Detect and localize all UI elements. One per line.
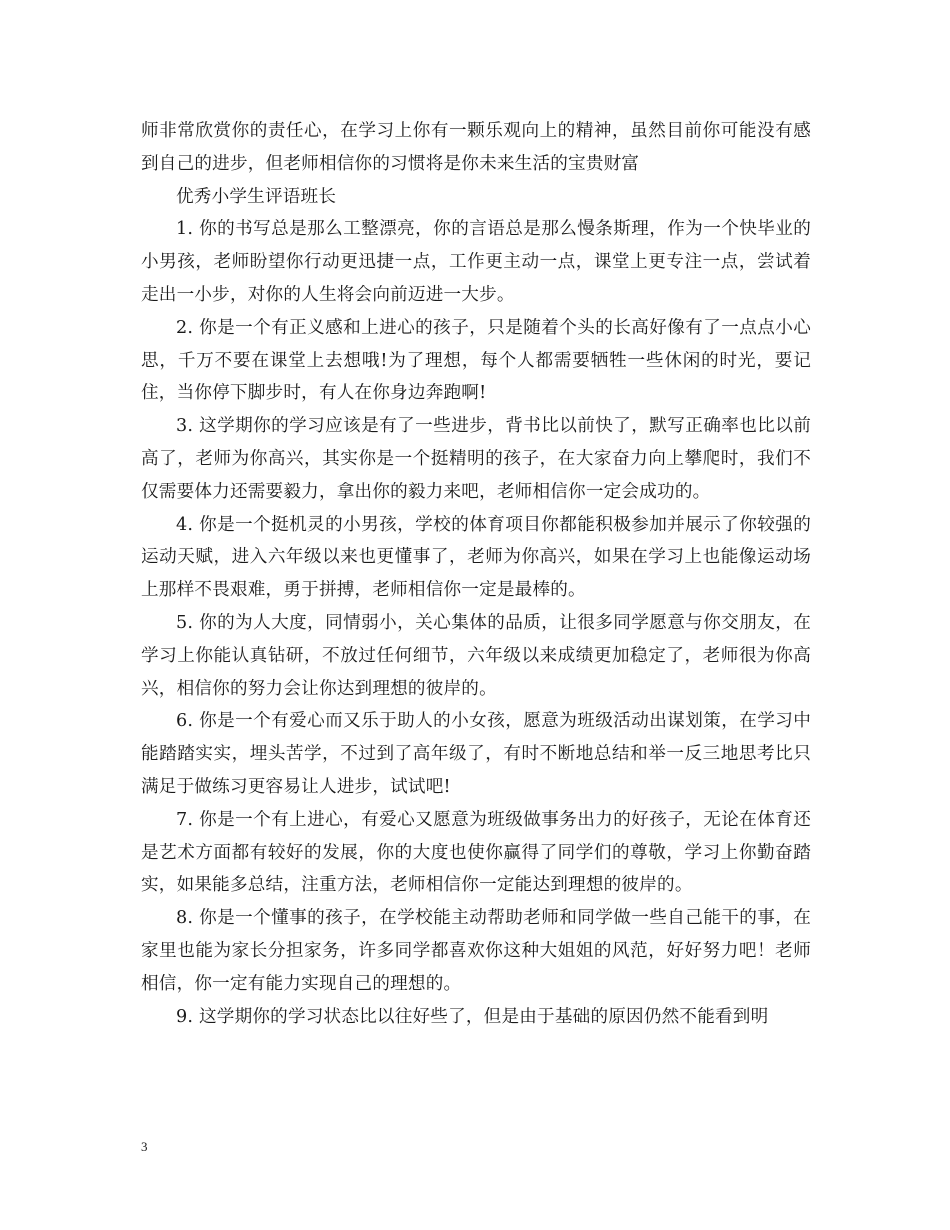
comment-item-1: 1. 你的书写总是那么工整漂亮，你的言语总是那么慢条斯理，作为一个快毕业的小男孩，老师盼望你行动更迅捷一点，工作更主动一点，课堂上更专注一点，尝试着走出一小步，对你的人生将会向前迈进一大步。 <box>141 219 811 305</box>
comment-item-4: 4. 你是一个挺机灵的小男孩，学校的体育项目你都能积极参加并展示了你较强的运动天赋，进入六年级以来也更懂事了，老师为你高兴，如果在学习上也能像运动场上那样不畏艰难，勇于拼搏，老师相信你一定是最棒的。 <box>141 514 811 601</box>
comment-item-5: 5. 你的为人大度，同情弱小，关心集体的品质，让很多同学愿意与你交朋友，在学习上你能认真钻研，不放过任何细节，六年级以来成绩更加稳定了，老师很为你高兴，相信你的努力会让你达到理想的彼岸的。 <box>141 612 811 699</box>
comment-item-6: 6. 你是一个有爱心而又乐于助人的小女孩，愿意为班级活动出谋划策，在学习中能踏踏实实，埋头苦学，不过到了高年级了，有时不断地总结和举一反三地思考比只满足于做练习更容易让人进步，试试吧! <box>141 711 811 797</box>
comment-item-3: 3. 这学期你的学习应该是有了一些进步，背书比以前快了，默写正确率也比以前高了，老师为你高兴，其实你是一个挺精明的孩子，在大家奋力向上攀爬时，我们不仅需要体力还需要毅力，拿出你的毅力来吧，老师相信你一定会成功的。 <box>141 416 811 502</box>
document-body <box>141 115 811 1033</box>
comment-item-9: 9. 这学期你的学习状态比以往好些了，但是由于基础的原因仍然不能看到明 <box>176 1006 769 1027</box>
comment-item-7: 7. 你是一个有上进心，有爱心又愿意为班级做事务出力的好孩子，无论在体育还是艺术方面都有较好的发展，你的大度也使你赢得了同学们的尊敬，学习上你勤奋踏实，如果能多总结，注重方法，老师相信你一定能达到理想的彼岸的。 <box>141 809 811 896</box>
comment-item-8: 8. 你是一个懂事的孩子，在学校能主动帮助老师和同学做一些自己能干的事，在家里也能为家长分担家务，许多同学都喜欢你这种大姐姐的风范，好好努力吧！老师相信，你一定有能力实现自己的理想的。 <box>141 908 811 994</box>
page-number: 3 <box>141 1139 148 1154</box>
section-heading: 优秀小学生评语班长 <box>176 186 337 207</box>
comment-item-2: 2. 你是一个有正义感和上进心的孩子，只是随着个头的长高好像有了一点点小心思，千万不要在课堂上去想哦!为了理想，每个人都需要牺牲一些休闲的时光，要记住，当你停下脚步时，有人在你身边奔跑啊! <box>141 317 811 404</box>
intro-paragraph: 师非常欣赏你的责任心，在学习上你有一颗乐观向上的精神，虽然目前你可能没有感到自己的进步，但老师相信你的习惯将是你未来生活的宝贵财富 <box>141 121 811 174</box>
